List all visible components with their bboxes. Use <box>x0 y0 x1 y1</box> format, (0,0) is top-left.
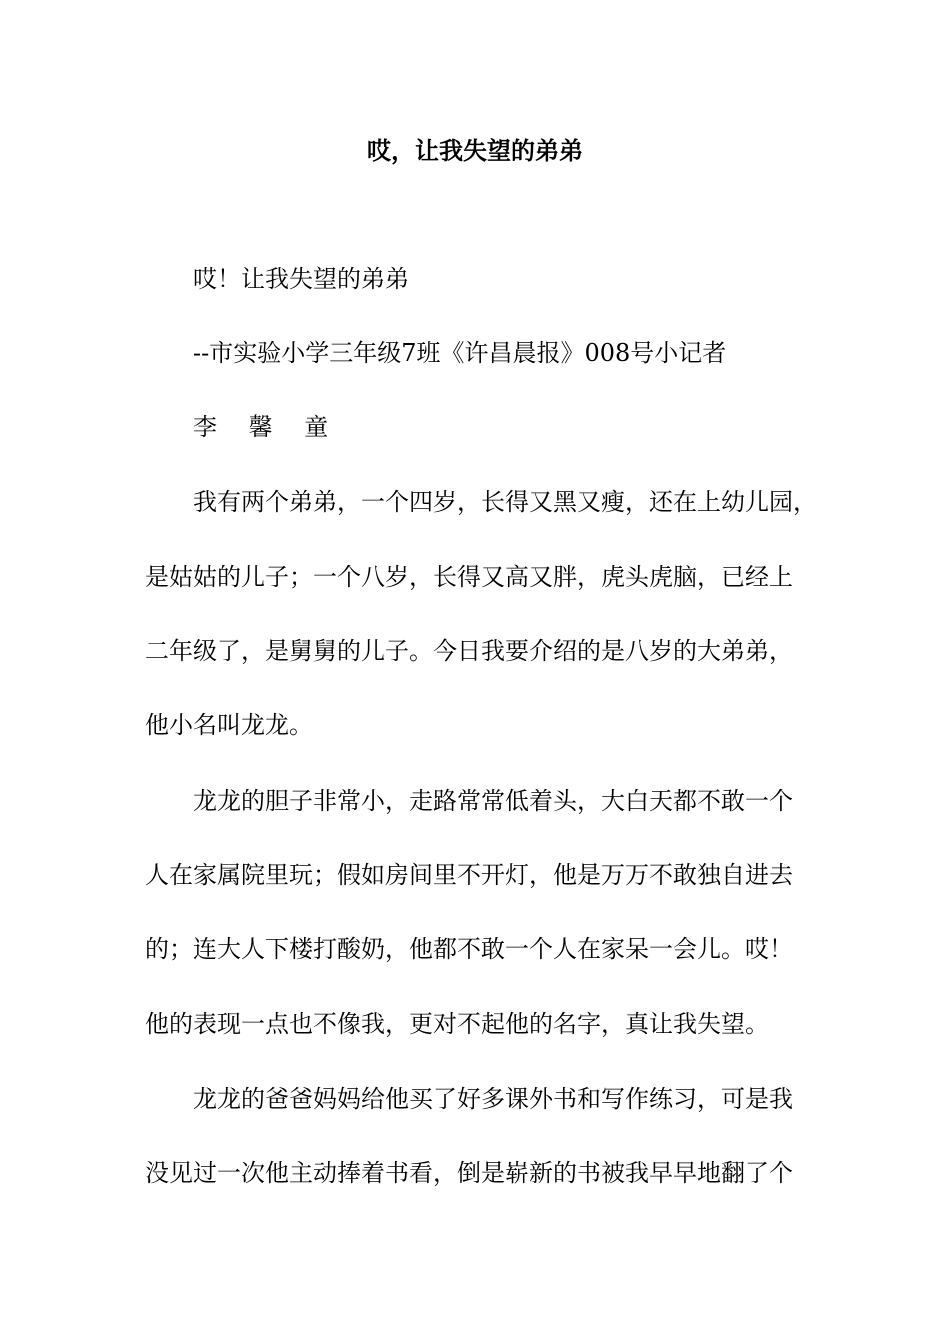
paragraph-line: 我有两个弟弟，一个四岁，长得又黑又瘦，还在上幼儿园， <box>193 488 817 516</box>
byline: --市实验小学三年级7班《许昌晨报》008号小记者 <box>193 339 727 367</box>
paragraph-line: 人在家属院里玩；假如房间里不开灯，他是万万不敢独自进去 <box>145 861 793 889</box>
paragraph-line: 他小名叫龙龙。 <box>145 711 313 739</box>
document-title: 哎，让我失望的弟弟 <box>367 136 583 165</box>
paragraph-line: 二年级了，是舅舅的儿子。今日我要介绍的是八岁的大弟弟， <box>145 637 793 665</box>
paragraph-line: 没见过一次他主动捧着书看，倒是崭新的书被我早早地翻了个 <box>145 1159 793 1187</box>
subtitle: 哎！让我失望的弟弟 <box>193 265 409 293</box>
paragraph-line: 的；连大人下楼打酸奶，他都不敢一个人在家呆一会儿。哎！ <box>145 935 793 963</box>
paragraph-line: 龙龙的胆子非常小，走路常常低着头，大白天都不敢一个 <box>193 787 793 815</box>
paragraph-line: 他的表现一点也不像我，更对不起他的名字，真让我失望。 <box>145 1010 769 1038</box>
author-name: 李 馨 童 <box>193 413 341 441</box>
paragraph-line: 是姑姑的儿子；一个八岁，长得又高又胖，虎头虎脑，已经上 <box>145 563 793 591</box>
paragraph-line: 龙龙的爸爸妈妈给他买了好多课外书和写作练习，可是我 <box>193 1085 793 1113</box>
